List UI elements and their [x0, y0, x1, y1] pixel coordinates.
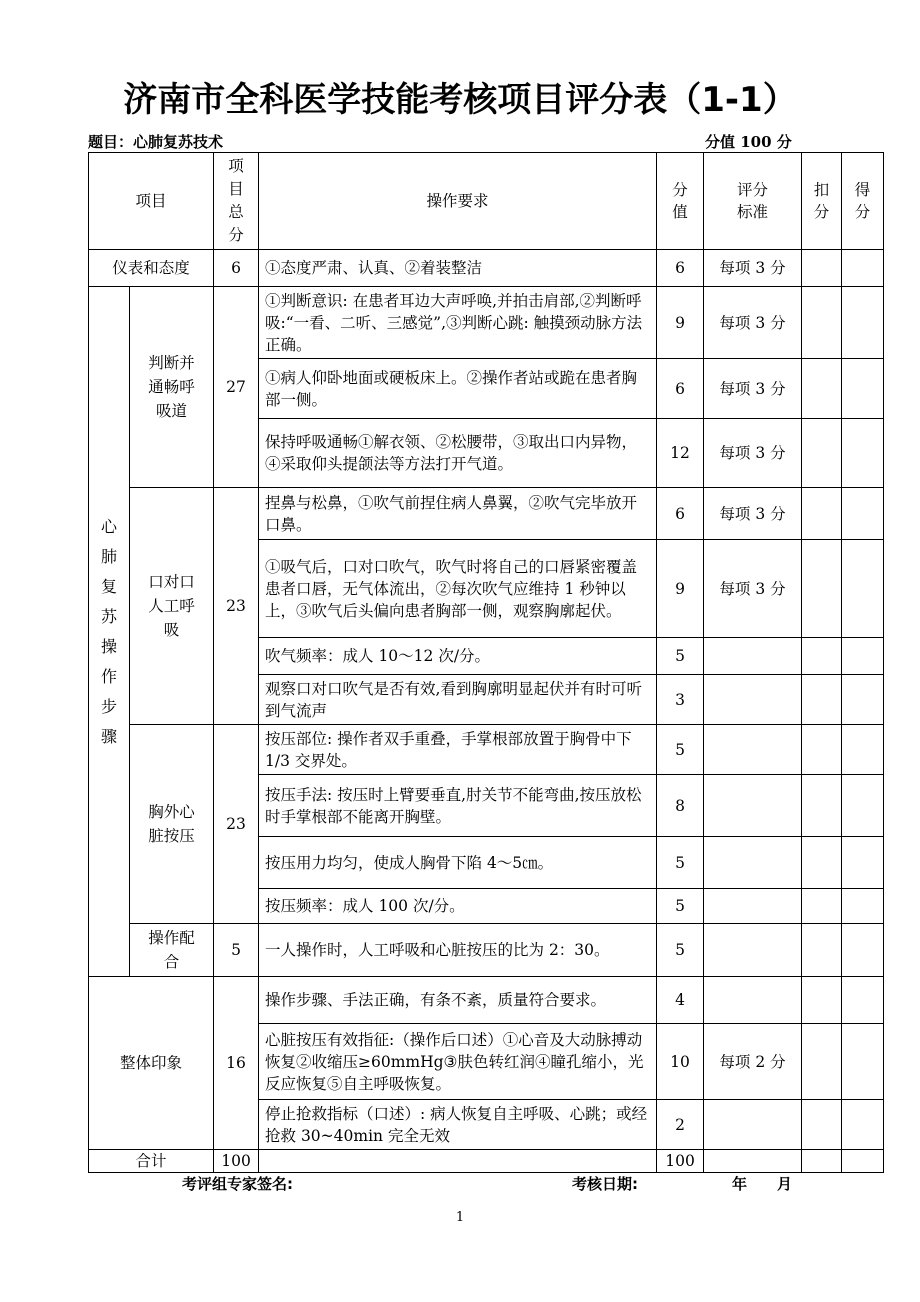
breathing-score-2: 9: [657, 540, 704, 638]
sum-req-cell: [259, 1150, 657, 1173]
compression-score-4: 5: [657, 889, 704, 924]
page-number: 1: [455, 1210, 465, 1225]
std-cell: [704, 889, 802, 924]
compression-req-3: 按压用力均匀，使成人胸骨下陷 4～5㎝。: [259, 837, 657, 889]
std-cell: [704, 675, 802, 725]
header-item-total: 项 目 总 分: [214, 153, 259, 250]
airway-std-3: 每项 3 分: [704, 419, 802, 488]
earned-cell[interactable]: [842, 775, 884, 837]
appearance-score: 6: [657, 250, 704, 287]
std-cell: [704, 977, 802, 1024]
breathing-item: 口对口 人工呼 吸: [130, 488, 214, 725]
deduct-cell[interactable]: [802, 837, 842, 889]
sum-row: [89, 1150, 884, 1173]
earned-cell[interactable]: [842, 488, 884, 540]
breathing-score-1: 6: [657, 488, 704, 540]
header-standard: 评分 标准: [704, 153, 802, 250]
scoring-table: [88, 152, 884, 1173]
coordination-item: 操作配 合: [130, 924, 214, 977]
subject-label: 题目：心肺复苏技术: [88, 133, 224, 151]
airway-score-2: 6: [657, 359, 704, 419]
month-label: 月: [777, 1175, 793, 1193]
airway-req-2: ①病人仰卧地面或硬板床上。②操作者站或跪在患者胸部一侧。: [259, 359, 657, 419]
coordination-total: 5: [214, 924, 259, 977]
appearance-requirement: ①态度严肃、认真、②着装整洁: [259, 250, 657, 287]
compression-score-2: 8: [657, 775, 704, 837]
header-score: 分 值: [657, 153, 704, 250]
airway-req-3: 保持呼吸通畅①解衣领、②松腰带，③取出口内异物，④采取仰头提颌法等方法打开气道。: [259, 419, 657, 488]
overall-total: 16: [214, 977, 259, 1150]
earned-cell[interactable]: [842, 359, 884, 419]
overall-score-1: 4: [657, 977, 704, 1024]
compression-score-3: 5: [657, 837, 704, 889]
table-row: [89, 977, 884, 1024]
earned-cell[interactable]: [842, 1150, 884, 1173]
table-row: [89, 924, 884, 977]
airway-score-1: 9: [657, 287, 704, 359]
earned-cell[interactable]: [842, 1024, 884, 1100]
deduct-cell[interactable]: [802, 540, 842, 638]
coordination-score: 5: [657, 924, 704, 977]
std-cell: [704, 924, 802, 977]
table-row: [89, 287, 884, 359]
date-label: 考核日期:: [572, 1175, 638, 1193]
breathing-std-1: 每项 3 分: [704, 488, 802, 540]
sum-total: 100: [214, 1150, 259, 1173]
compression-item: 胸外心 脏按压: [130, 725, 214, 924]
breathing-score-3: 5: [657, 638, 704, 675]
deduct-cell[interactable]: [802, 1024, 842, 1100]
deduct-cell[interactable]: [802, 1100, 842, 1150]
appearance-item: 仪表和态度: [89, 250, 214, 287]
earned-cell[interactable]: [842, 638, 884, 675]
std-cell: [704, 725, 802, 775]
airway-score-3: 12: [657, 419, 704, 488]
table-row: [89, 725, 884, 775]
table-row: [89, 250, 884, 287]
compression-total: 23: [214, 725, 259, 924]
deduct-cell[interactable]: [802, 977, 842, 1024]
earned-cell[interactable]: [842, 540, 884, 638]
std-cell: [704, 1100, 802, 1150]
airway-req-1: ①判断意识: 在患者耳边大声呼唤,并拍击肩部,②判断呼吸:“一看、二听、三感觉”,③判断心跳: 触摸颈动脉方法正确。: [259, 287, 657, 359]
sum-score: 100: [657, 1150, 704, 1173]
header-requirement: 操作要求: [259, 153, 657, 250]
table-row: [89, 488, 884, 540]
airway-std-2: 每项 3 分: [704, 359, 802, 419]
earned-cell[interactable]: [842, 675, 884, 725]
header-deduct: 扣 分: [802, 153, 842, 250]
cpr-steps-group: 心 肺 复 苏 操 作 步 骤: [89, 287, 130, 977]
deduct-cell[interactable]: [802, 775, 842, 837]
earned-cell[interactable]: [842, 837, 884, 889]
overall-score-3: 2: [657, 1100, 704, 1150]
breathing-req-2: ①吸气后，口对口吹气，吹气时将自己的口唇紧密覆盖患者口唇，无气体流出，②每次吹气应维持 1 秒钟以上，③吹气后头偏向患者胸部一侧，观察胸廓起伏。: [259, 540, 657, 638]
std-cell: [704, 1150, 802, 1173]
deduct-cell[interactable]: [802, 638, 842, 675]
overall-item: 整体印象: [89, 977, 214, 1150]
earned-cell[interactable]: [842, 1100, 884, 1150]
breathing-score-4: 3: [657, 675, 704, 725]
earned-cell[interactable]: [842, 287, 884, 359]
deduct-cell[interactable]: [802, 419, 842, 488]
compression-req-4: 按压频率：成人 100 次/分。: [259, 889, 657, 924]
earned-cell[interactable]: [842, 725, 884, 775]
deduct-cell[interactable]: [802, 889, 842, 924]
appearance-standard: 每项 3 分: [704, 250, 802, 287]
breathing-total: 23: [214, 488, 259, 725]
overall-req-3: 停止抢救指标（口述）: 病人恢复自主呼吸、心跳；或经抢救 30~40min 完全无效: [259, 1100, 657, 1150]
breathing-req-4: 观察口对口吹气是否有效,看到胸廓明显起伏并有时可听到气流声: [259, 675, 657, 725]
deduct-cell[interactable]: [802, 250, 842, 287]
breathing-std-2: 每项 3 分: [704, 540, 802, 638]
deduct-cell[interactable]: [802, 725, 842, 775]
compression-req-1: 按压部位: 操作者双手重叠，手掌根部放置于胸骨中下 1/3 交界处。: [259, 725, 657, 775]
earned-cell[interactable]: [842, 924, 884, 977]
overall-std-2: 每项 2 分: [704, 1024, 802, 1100]
appearance-total: 6: [214, 250, 259, 287]
deduct-cell[interactable]: [802, 1150, 842, 1173]
total-score-label: 分值 100 分: [705, 133, 792, 151]
earned-cell[interactable]: [842, 419, 884, 488]
sum-label: 合计: [89, 1150, 214, 1173]
airway-std-1: 每项 3 分: [704, 287, 802, 359]
breathing-req-1: 捏鼻与松鼻，①吹气前捏住病人鼻翼，②吹气完毕放开口鼻。: [259, 488, 657, 540]
page-title: 济南市全科医学技能考核项目评分表（1-1）: [123, 80, 797, 120]
deduct-cell[interactable]: [802, 924, 842, 977]
earned-cell[interactable]: [842, 977, 884, 1024]
header-earned: 得 分: [842, 153, 884, 250]
earned-cell[interactable]: [842, 889, 884, 924]
compression-score-1: 5: [657, 725, 704, 775]
deduct-cell[interactable]: [802, 488, 842, 540]
overall-req-2: 心脏按压有效指征:（操作后口述）①心音及大动脉搏动恢复②收缩压≥60mmHg③肤色转红润④瞳孔缩小，光反应恢复⑤自主呼吸恢复。: [259, 1024, 657, 1100]
signature-label: 考评组专家签名:: [182, 1175, 293, 1193]
airway-item: 判断并 通畅呼 吸道: [130, 287, 214, 488]
table-header-row: [89, 153, 884, 250]
std-cell: [704, 775, 802, 837]
deduct-cell[interactable]: [802, 675, 842, 725]
earned-cell[interactable]: [842, 250, 884, 287]
breathing-req-3: 吹气频率：成人 10～12 次/分。: [259, 638, 657, 675]
airway-total: 27: [214, 287, 259, 488]
std-cell: [704, 638, 802, 675]
compression-req-2: 按压手法: 按压时上臂要垂直,肘关节不能弯曲,按压放松时手掌根部不能离开胸壁。: [259, 775, 657, 837]
header-item: 项目: [89, 153, 214, 250]
coordination-req: 一人操作时，人工呼吸和心脏按压的比为 2：30。: [259, 924, 657, 977]
overall-req-1: 操作步骤、手法正确，有条不紊，质量符合要求。: [259, 977, 657, 1024]
std-cell: [704, 837, 802, 889]
deduct-cell[interactable]: [802, 359, 842, 419]
overall-score-2: 10: [657, 1024, 704, 1100]
year-label: 年: [732, 1175, 748, 1193]
deduct-cell[interactable]: [802, 287, 842, 359]
